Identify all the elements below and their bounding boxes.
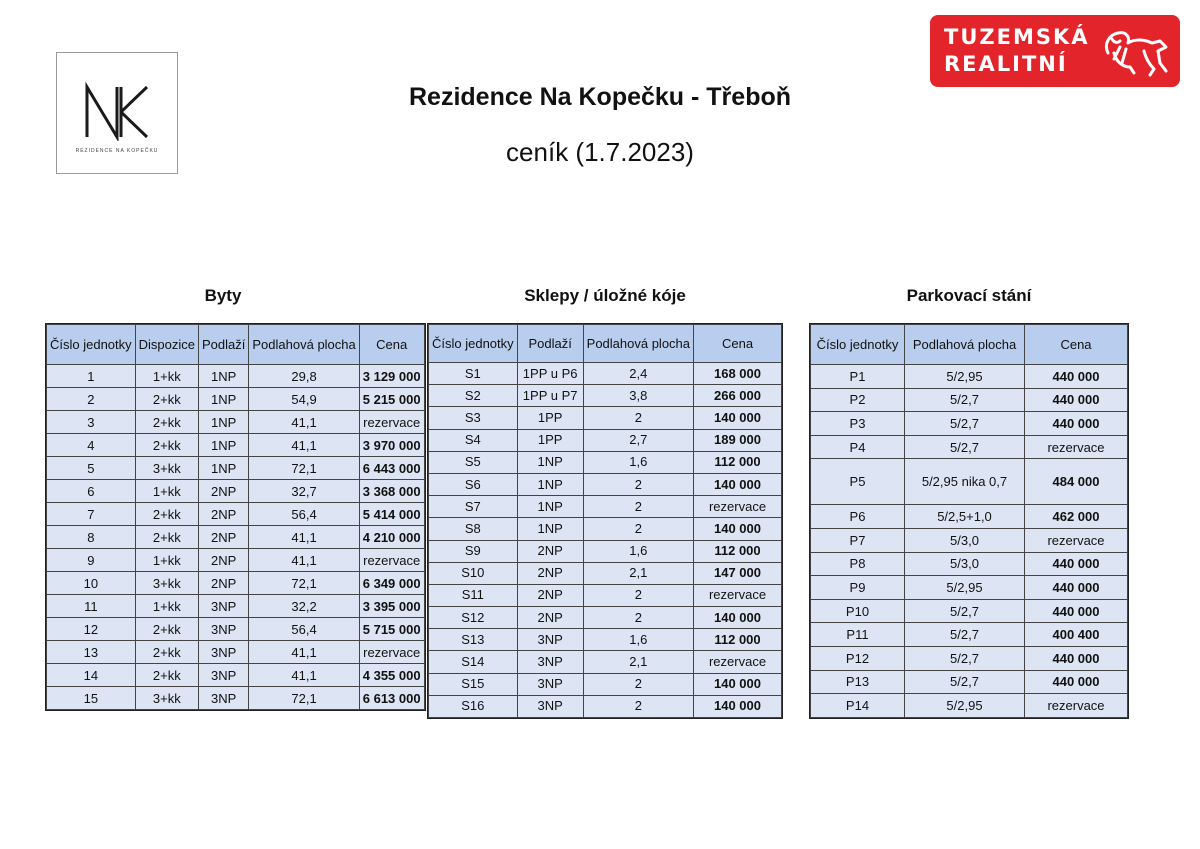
table-cell: 2,4: [583, 363, 693, 385]
table-cell: S16: [429, 695, 518, 717]
table-row: [429, 584, 782, 606]
table-cell: 3NP: [517, 629, 583, 651]
table-cell: 400 400: [1025, 623, 1128, 647]
table-row: [47, 618, 425, 641]
table-cell: 5/2,95 nika 0,7: [905, 459, 1025, 505]
table-header-row: [429, 325, 782, 363]
table-cell: P2: [811, 388, 905, 412]
table-cell: 5/2,7: [905, 388, 1025, 412]
table-cell: 1PP: [517, 429, 583, 451]
table-cell: 41,1: [249, 526, 359, 549]
table-cell: 1PP: [517, 407, 583, 429]
table-cell: rezervace: [1025, 694, 1128, 718]
table-cell: S9: [429, 540, 518, 562]
column-header: Cena: [1025, 325, 1128, 365]
table-cell: 6 613 000: [359, 687, 424, 710]
table-cell: 168 000: [694, 363, 782, 385]
table-row: [429, 407, 782, 429]
table-cell: 2NP: [199, 572, 249, 595]
column-header: Podlaží: [517, 325, 583, 363]
table-cell: 1,6: [583, 451, 693, 473]
table-cell: 14: [47, 664, 136, 687]
table-cell: 15: [47, 687, 136, 710]
column-header: Podlaží: [199, 325, 249, 365]
table-cell: 12: [47, 618, 136, 641]
table-cell: 72,1: [249, 572, 359, 595]
table-cell: 440 000: [1025, 365, 1128, 389]
brand-text: [944, 24, 1090, 78]
table-cell: 3 368 000: [359, 480, 424, 503]
table-cell: P6: [811, 505, 905, 529]
table-cell: 2+kk: [135, 388, 198, 411]
table-cell: 3 129 000: [359, 365, 424, 388]
table-row: [811, 459, 1128, 505]
table-cell: 4 355 000: [359, 664, 424, 687]
table-cell: 6 349 000: [359, 572, 424, 595]
table-cell: 112 000: [694, 629, 782, 651]
table-cell: 266 000: [694, 385, 782, 407]
table-cell: 2: [583, 673, 693, 695]
table-cell: 2: [583, 607, 693, 629]
table-cell: 5/3,0: [905, 552, 1025, 576]
table-cell: 440 000: [1025, 576, 1128, 600]
table-cell: 462 000: [1025, 505, 1128, 529]
nk-logo-caption: REZIDENCE NA KOPEČKU: [75, 148, 159, 154]
table-cell: 140 000: [694, 695, 782, 717]
table-cell: 32,2: [249, 595, 359, 618]
table-cell: 1+kk: [135, 595, 198, 618]
table-cell: 2+kk: [135, 641, 198, 664]
table-cell: 3+kk: [135, 457, 198, 480]
table-cell: S4: [429, 429, 518, 451]
column-header: Podlahová plocha: [583, 325, 693, 363]
table-cell: 3NP: [199, 664, 249, 687]
nk-monogram-icon: [83, 81, 153, 141]
table-cell: P10: [811, 599, 905, 623]
table-row: [429, 496, 782, 518]
table-row: [429, 540, 782, 562]
table-cell: rezervace: [694, 584, 782, 606]
brand-line-2: REALITNÍ: [944, 52, 1068, 76]
table-cell: 41,1: [249, 411, 359, 434]
table-cell: 5/2,7: [905, 623, 1025, 647]
table-row: [811, 646, 1128, 670]
table-row: [47, 572, 425, 595]
table-cell: 5 414 000: [359, 503, 424, 526]
table-cell: 5/2,95: [905, 694, 1025, 718]
table-cell: 8: [47, 526, 136, 549]
table-row: [811, 435, 1128, 459]
table-row: [47, 365, 425, 388]
table-cell: P13: [811, 670, 905, 694]
table-cell: 3 970 000: [359, 434, 424, 457]
sklepy-title: Sklepy / úložné kóje: [524, 286, 686, 305]
table-cell: 56,4: [249, 503, 359, 526]
table-cell: 440 000: [1025, 412, 1128, 436]
table-cell: 2NP: [517, 584, 583, 606]
table-cell: S1: [429, 363, 518, 385]
table-cell: P1: [811, 365, 905, 389]
table-row: [47, 480, 425, 503]
column-header: Cena: [694, 325, 782, 363]
column-header: Dispozice: [135, 325, 198, 365]
table-cell: 5/2,7: [905, 646, 1025, 670]
brand-line-1: TUZEMSKÁ: [944, 25, 1090, 49]
column-header: Podlahová plocha: [905, 325, 1025, 365]
table-cell: S3: [429, 407, 518, 429]
table-cell: P8: [811, 552, 905, 576]
table-cell: 2: [583, 584, 693, 606]
table-cell: 1: [47, 365, 136, 388]
table-row: [429, 473, 782, 495]
table-row: [47, 687, 425, 710]
table-cell: 140 000: [694, 407, 782, 429]
table-cell: S2: [429, 385, 518, 407]
table-cell: 1PP u P6: [517, 363, 583, 385]
table-cell: 3: [47, 411, 136, 434]
table-cell: 5/2,7: [905, 412, 1025, 436]
table-cell: P11: [811, 623, 905, 647]
table-cell: 6: [47, 480, 136, 503]
table-row: [429, 363, 782, 385]
table-row: [47, 388, 425, 411]
table-cell: rezervace: [359, 641, 424, 664]
table-cell: 140 000: [694, 473, 782, 495]
table-cell: 56,4: [249, 618, 359, 641]
table-cell: P3: [811, 412, 905, 436]
table-cell: 1,6: [583, 540, 693, 562]
table-cell: 2+kk: [135, 526, 198, 549]
table-cell: 440 000: [1025, 552, 1128, 576]
table-row: [811, 412, 1128, 436]
table-cell: 3NP: [517, 673, 583, 695]
table-row: [429, 385, 782, 407]
table-row: [429, 429, 782, 451]
table-cell: 3NP: [199, 641, 249, 664]
column-header: Číslo jednotky: [429, 325, 518, 363]
table-cell: 1NP: [199, 365, 249, 388]
table-row: [47, 434, 425, 457]
table-cell: 5/2,5+1,0: [905, 505, 1025, 529]
parkovani-table-body: [811, 365, 1128, 718]
table-header-row: [811, 325, 1128, 365]
table-cell: 4 210 000: [359, 526, 424, 549]
table-cell: 6 443 000: [359, 457, 424, 480]
table-cell: S14: [429, 651, 518, 673]
table-row: [429, 651, 782, 673]
table-cell: 3 395 000: [359, 595, 424, 618]
table-cell: 7: [47, 503, 136, 526]
table-cell: 2+kk: [135, 664, 198, 687]
table-cell: 2: [583, 695, 693, 717]
table-row: [811, 623, 1128, 647]
table-cell: 1NP: [199, 434, 249, 457]
table-cell: 41,1: [249, 549, 359, 572]
table-cell: 2+kk: [135, 503, 198, 526]
table-cell: 112 000: [694, 540, 782, 562]
table-cell: 1NP: [517, 518, 583, 540]
table-cell: 484 000: [1025, 459, 1128, 505]
table-cell: 189 000: [694, 429, 782, 451]
table-row: [429, 607, 782, 629]
table-cell: S12: [429, 607, 518, 629]
byty-table: [46, 324, 425, 710]
table-row: [811, 365, 1128, 389]
table-cell: 440 000: [1025, 670, 1128, 694]
table-cell: P9: [811, 576, 905, 600]
table-row: [811, 670, 1128, 694]
table-cell: 2: [583, 518, 693, 540]
table-cell: 2: [583, 407, 693, 429]
table-cell: 2NP: [517, 607, 583, 629]
table-row: [47, 457, 425, 480]
table-cell: 13: [47, 641, 136, 664]
table-cell: S8: [429, 518, 518, 540]
table-row: [429, 518, 782, 540]
table-cell: 2,1: [583, 651, 693, 673]
tuzemska-realitni-logo: [930, 15, 1180, 87]
table-cell: 2: [583, 496, 693, 518]
table-cell: 147 000: [694, 562, 782, 584]
table-cell: P7: [811, 528, 905, 552]
sklepy-table-body: [429, 363, 782, 718]
table-cell: P5: [811, 459, 905, 505]
table-cell: 72,1: [249, 457, 359, 480]
lion-icon: [1100, 23, 1172, 79]
table-cell: 2NP: [199, 503, 249, 526]
parkovani-title: Parkovací stání: [906, 286, 1032, 305]
table-cell: 5 215 000: [359, 388, 424, 411]
table-cell: 440 000: [1025, 646, 1128, 670]
table-cell: 1+kk: [135, 365, 198, 388]
table-cell: 1NP: [517, 451, 583, 473]
table-cell: 2NP: [517, 540, 583, 562]
table-cell: 3NP: [199, 687, 249, 710]
table-cell: 4: [47, 434, 136, 457]
table-row: [429, 673, 782, 695]
table-cell: S7: [429, 496, 518, 518]
table-cell: 140 000: [694, 607, 782, 629]
table-row: [47, 503, 425, 526]
column-header: Cena: [359, 325, 424, 365]
table-cell: 140 000: [694, 518, 782, 540]
byty-table-body: [47, 365, 425, 710]
table-cell: 41,1: [249, 641, 359, 664]
table-cell: 1PP u P7: [517, 385, 583, 407]
table-cell: 5/2,7: [905, 435, 1025, 459]
table-row: [811, 388, 1128, 412]
table-cell: 54,9: [249, 388, 359, 411]
table-cell: 112 000: [694, 451, 782, 473]
table-cell: 41,1: [249, 664, 359, 687]
table-cell: rezervace: [359, 411, 424, 434]
table-cell: 41,1: [249, 434, 359, 457]
table-row: [811, 694, 1128, 718]
table-cell: 2NP: [517, 562, 583, 584]
table-cell: 9: [47, 549, 136, 572]
table-cell: rezervace: [694, 496, 782, 518]
table-row: [811, 505, 1128, 529]
table-row: [47, 411, 425, 434]
table-cell: 5/2,7: [905, 670, 1025, 694]
table-cell: 2+kk: [135, 434, 198, 457]
table-row: [47, 526, 425, 549]
table-cell: 1NP: [517, 496, 583, 518]
table-cell: 2: [47, 388, 136, 411]
table-cell: 2,7: [583, 429, 693, 451]
table-cell: 5/2,95: [905, 576, 1025, 600]
table-cell: 5/2,95: [905, 365, 1025, 389]
table-cell: 72,1: [249, 687, 359, 710]
table-cell: rezervace: [694, 651, 782, 673]
table-cell: 32,7: [249, 480, 359, 503]
table-cell: 2+kk: [135, 618, 198, 641]
table-cell: 1+kk: [135, 480, 198, 503]
table-row: [429, 451, 782, 473]
column-header: Číslo jednotky: [47, 325, 136, 365]
table-cell: rezervace: [359, 549, 424, 572]
table-cell: 3NP: [517, 651, 583, 673]
byty-title: Byty: [204, 286, 242, 305]
page-title: Rezidence Na Kopečku - Třeboň: [408, 83, 792, 111]
table-cell: 3,8: [583, 385, 693, 407]
table-cell: 2+kk: [135, 411, 198, 434]
table-cell: 5: [47, 457, 136, 480]
table-cell: 2,1: [583, 562, 693, 584]
table-row: [811, 599, 1128, 623]
table-row: [429, 562, 782, 584]
table-cell: S10: [429, 562, 518, 584]
table-cell: 1+kk: [135, 549, 198, 572]
table-cell: 3NP: [199, 618, 249, 641]
table-cell: 140 000: [694, 673, 782, 695]
table-row: [811, 552, 1128, 576]
table-cell: 3+kk: [135, 572, 198, 595]
table-cell: 1NP: [517, 473, 583, 495]
table-cell: 3+kk: [135, 687, 198, 710]
table-cell: S6: [429, 473, 518, 495]
table-row: [47, 549, 425, 572]
table-cell: 1NP: [199, 457, 249, 480]
table-cell: rezervace: [1025, 435, 1128, 459]
table-cell: 11: [47, 595, 136, 618]
table-cell: 3NP: [517, 695, 583, 717]
table-row: [811, 528, 1128, 552]
table-cell: rezervace: [1025, 528, 1128, 552]
table-cell: 10: [47, 572, 136, 595]
parkovani-table: [810, 324, 1128, 718]
page-subtitle: ceník (1.7.2023): [506, 137, 694, 167]
table-cell: 5/3,0: [905, 528, 1025, 552]
table-cell: 2NP: [199, 526, 249, 549]
table-cell: 440 000: [1025, 388, 1128, 412]
table-cell: S15: [429, 673, 518, 695]
table-row: [429, 629, 782, 651]
table-cell: P12: [811, 646, 905, 670]
table-cell: 5/2,7: [905, 599, 1025, 623]
table-cell: 2: [583, 473, 693, 495]
table-cell: 440 000: [1025, 599, 1128, 623]
table-cell: 2NP: [199, 549, 249, 572]
table-cell: 29,8: [249, 365, 359, 388]
table-cell: 5 715 000: [359, 618, 424, 641]
column-header: Číslo jednotky: [811, 325, 905, 365]
table-cell: S11: [429, 584, 518, 606]
table-header-row: [47, 325, 425, 365]
table-row: [47, 664, 425, 687]
table-cell: S5: [429, 451, 518, 473]
table-cell: S13: [429, 629, 518, 651]
table-cell: 2NP: [199, 480, 249, 503]
table-row: [811, 576, 1128, 600]
table-cell: 1,6: [583, 629, 693, 651]
table-cell: P4: [811, 435, 905, 459]
table-cell: 1NP: [199, 411, 249, 434]
table-row: [47, 641, 425, 664]
table-row: [429, 695, 782, 717]
column-header: Podlahová plocha: [249, 325, 359, 365]
table-cell: P14: [811, 694, 905, 718]
table-cell: 3NP: [199, 595, 249, 618]
sklepy-table: [428, 324, 782, 718]
nk-logo: [56, 52, 178, 174]
table-row: [47, 595, 425, 618]
table-cell: 1NP: [199, 388, 249, 411]
